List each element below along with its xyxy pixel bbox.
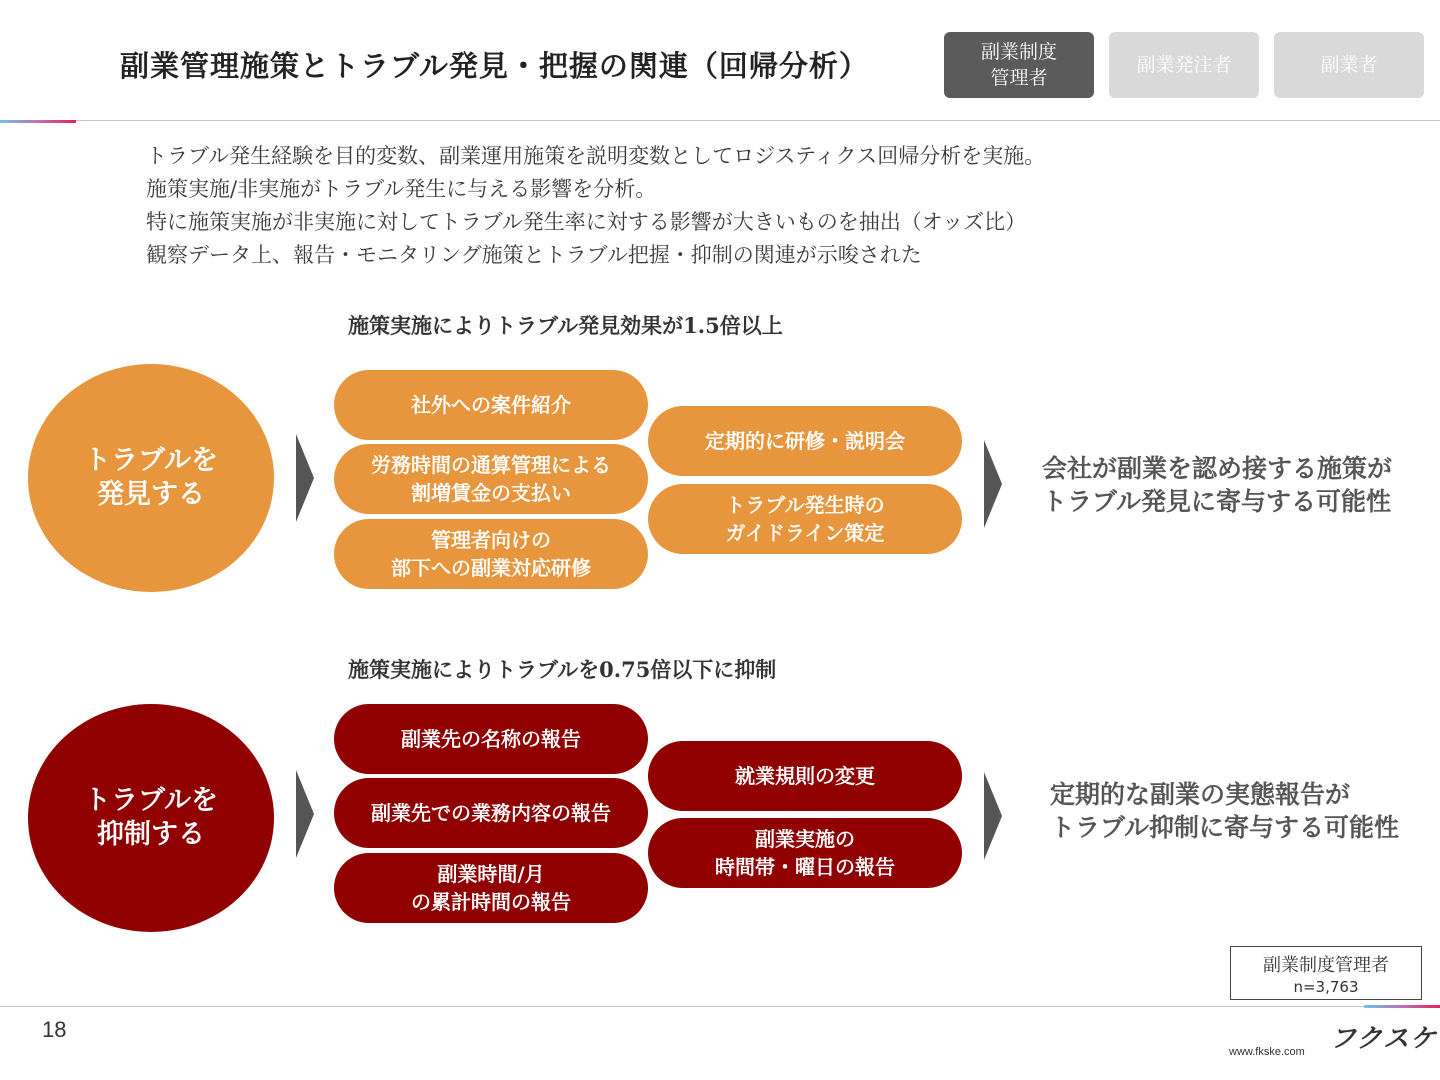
- discover-circle: [28, 364, 274, 592]
- footer-divider: [0, 1006, 1440, 1007]
- tab-label: 副業者: [1320, 54, 1378, 76]
- pill-label: 副業時間/月: [437, 862, 545, 886]
- measure-pill: [648, 818, 962, 888]
- tab-label-line1: 副業制度: [980, 41, 1057, 63]
- measure-pill: [334, 704, 648, 774]
- circle-label-line: 抑制する: [96, 819, 205, 850]
- arrow-right-icon: [296, 434, 314, 522]
- circle-label-line: 発見する: [96, 479, 205, 510]
- intro-line: 施策実施/非実施がトラブル発生に与える影響を分析。: [146, 177, 657, 201]
- pill-label: 副業先での業務内容の報告: [371, 801, 611, 825]
- measure-pill: [334, 778, 648, 848]
- result-text-discover: [1042, 452, 1392, 518]
- sample-size-box: [1230, 946, 1422, 1000]
- pill-label: 時間帯・曜日の報告: [715, 855, 895, 879]
- circle-label-line: トラブルを: [84, 785, 218, 816]
- pill-label: 副業実施の: [755, 827, 855, 851]
- circle-label-line: トラブルを: [84, 445, 218, 476]
- company-url: www.fkske.com: [1229, 1046, 1305, 1058]
- intro-line: トラブル発生経験を目的変数、副業運用施策を説明変数としてロジスティクス回帰分析を実施。: [146, 144, 1046, 168]
- tab-label: 副業発注者: [1136, 54, 1232, 76]
- pill-label: の累計時間の報告: [411, 890, 571, 914]
- tab-side-job-client[interactable]: [1109, 32, 1259, 98]
- header-divider: [0, 120, 1440, 121]
- result-line: 定期的な副業の実態報告が: [1050, 780, 1351, 809]
- company-logo: フクスケ: [1330, 1024, 1437, 1054]
- pill-label: 副業先の名称の報告: [401, 727, 581, 751]
- result-line: トラブル発見に寄与する可能性: [1042, 487, 1392, 516]
- intro-line: 特に施策実施が非実施に対してトラブル発生率に対する影響が大きいものを抽出（オッズ比）: [146, 210, 1027, 234]
- measure-pill: [648, 484, 962, 554]
- measure-pill: [648, 741, 962, 811]
- pill-label: 管理者向けの: [431, 528, 551, 552]
- pill-label: ガイドライン策定: [725, 521, 885, 545]
- tab-side-job-worker[interactable]: [1274, 32, 1424, 98]
- measure-pill: [334, 444, 648, 514]
- pill-label: トラブル発生時の: [725, 493, 885, 517]
- pill-label: 定期的に研修・説明会: [705, 429, 905, 453]
- suppress-circle: [28, 704, 274, 932]
- measure-pill: [334, 519, 648, 589]
- pill-label: 労務時間の通算管理による: [371, 453, 611, 477]
- pill-label: 社外への案件紹介: [411, 393, 571, 417]
- arrow-right-icon: [984, 772, 1002, 860]
- result-line: 会社が副業を認め接する施策が: [1042, 454, 1393, 483]
- intro-line: 観察データ上、報告・モニタリング施策とトラブル把握・抑制の関連が示唆された: [146, 243, 922, 267]
- arrow-right-icon: [296, 770, 314, 858]
- page-title: 副業管理施策とトラブル発見・把握の関連（回帰分析）: [120, 49, 869, 83]
- measure-pill: [334, 370, 648, 440]
- measure-pill: [648, 406, 962, 476]
- page-number: 18: [42, 1017, 67, 1042]
- pill-label: 割増賃金の支払い: [411, 481, 571, 505]
- footer-accent-bar: [1364, 1005, 1440, 1008]
- result-text-suppress: [1050, 778, 1399, 844]
- header-accent-bar: [0, 120, 76, 123]
- arrow-right-icon: [984, 440, 1002, 528]
- sample-count: n=3,763: [1293, 978, 1359, 996]
- section-heading-discover: 施策実施によりトラブル発見効果が1.5倍以上: [348, 313, 783, 338]
- pill-label: 就業規則の変更: [735, 764, 875, 788]
- pill-label: 部下への副業対応研修: [391, 556, 591, 580]
- tab-side-job-admin[interactable]: [944, 32, 1094, 98]
- tab-label-line2: 管理者: [990, 67, 1048, 89]
- section-heading-suppress: 施策実施によりトラブルを0.75倍以下に抑制: [348, 657, 777, 682]
- intro-text: [146, 140, 1326, 272]
- measure-pill: [334, 853, 648, 923]
- sample-label: 副業制度管理者: [1263, 955, 1389, 976]
- result-line: トラブル抑制に寄与する可能性: [1050, 813, 1400, 842]
